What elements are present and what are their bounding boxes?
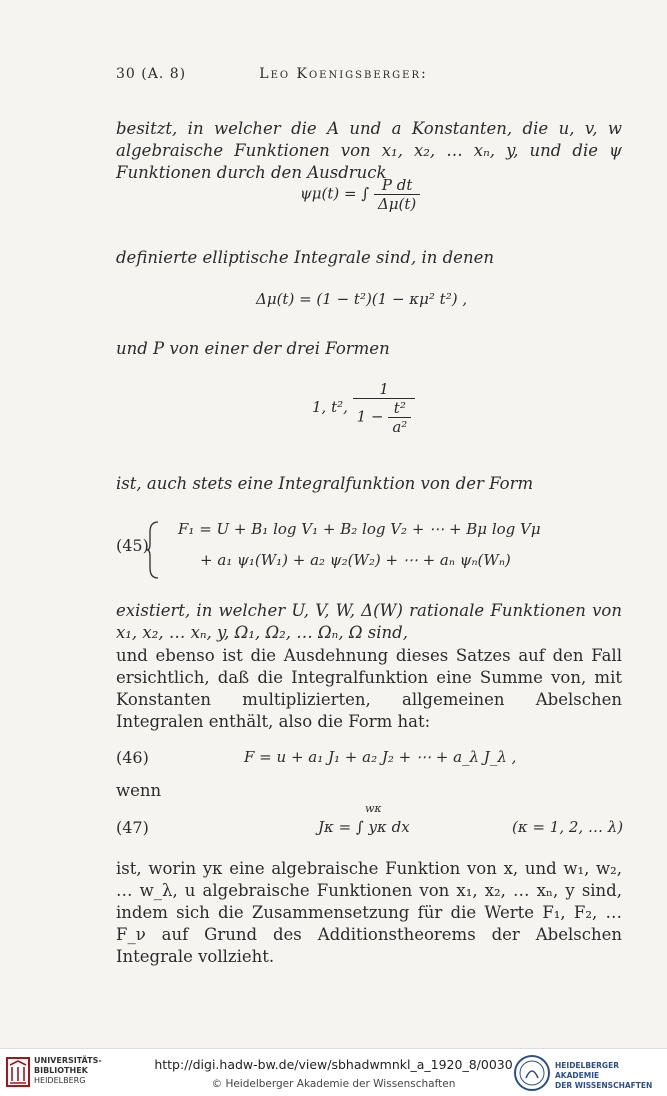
psi-lhs: ψμ(t) = ∫ [300, 184, 370, 203]
forms-fraction [353, 380, 416, 436]
library-line1: UNIVERSITÄTS- [34, 1056, 102, 1065]
academy-line2: DER WISSENSCHAFTEN [555, 1081, 653, 1090]
psi-equation [300, 176, 420, 213]
paragraph-7: wenn [116, 781, 162, 800]
paragraph-4: ist, auch stets eine Integralfunktion von der Form [116, 474, 534, 493]
paragraph-5: existiert, in welcher U, V, W, Δ(W) rationale Funktionen von x₁, x₂, … xₙ, y, Ω₁, Ω₂, … Ωₙ, Ω sind, [116, 601, 622, 642]
viewer-footer [0, 1048, 667, 1096]
eq45-line1: F₁ = U + B₁ log V₁ + B₂ log V₂ + ⋯ + Bμ log Vμ [178, 520, 541, 538]
eq45-label: (45) [116, 536, 149, 555]
forms-prefix: 1, t², [312, 398, 348, 416]
forms-inner-fraction [388, 399, 411, 436]
academy-logo[interactable] [511, 1053, 661, 1093]
paragraph-1: besitzt, in welcher die A und a Konstanten, die u, v, w algebraische Funktionen von x₁, x₂, … xₙ, y, und die ψ Funktionen durch den Ausdruck [116, 119, 622, 182]
academy-emblem-icon [513, 1054, 551, 1092]
permalink-url[interactable]: http://digi.hadw-bw.de/view/sbhadwmnkl_a_1920_8/0030 [154, 1057, 513, 1072]
academy-line1: HEIDELBERGER AKADEMIE [555, 1061, 619, 1080]
library-line2: BIBLIOTHEK [34, 1066, 88, 1075]
eq45-line2: + a₁ ψ₁(W₁) + a₂ ψ₂(W₂) + ⋯ + aₙ ψₙ(Wₙ) [200, 551, 511, 569]
copyright-text: © Heidelberger Akademie der Wissenschaften [211, 1078, 456, 1090]
eq47-label: (47) [116, 818, 149, 837]
psi-numerator: P dt [374, 176, 420, 195]
forms-inner-numerator: t² [388, 399, 411, 418]
eq47-range: (κ = 1, 2, … λ) [512, 818, 624, 836]
paragraph-2: definierte elliptische Integrale sind, in denen [116, 248, 494, 267]
running-title: Leo Koenigsberger: [259, 66, 428, 82]
forms-numerator: 1 [353, 380, 416, 399]
forms-den-prefix: 1 − [356, 407, 384, 426]
paragraph-8: ist, worin yκ eine algebraische Funktion von x, und w₁, w₂, … w_λ, u algebraische Funktionen von x₁, x₂, … xₙ, y sind, indem sich die Zusammensetzung für die Werte F₁, F₂, … F_ν auf Grund des Additionstheorems der Abelschen Integrale vollzieht. [116, 859, 622, 966]
academy-logo-text [555, 1061, 661, 1091]
library-line3: HEIDELBERG [34, 1076, 86, 1085]
paragraph-6: und ebenso ist die Ausdehnung dieses Satzes auf den Fall ersichtlich, daß die Integralfunktion eine Summe von, mit Konstanten multiplizierten, allgemeinen Abelschen Integralen enthält, also die Form hat: [116, 646, 622, 731]
paragraph-3: und P von einer der drei Formen [116, 339, 390, 358]
eq46: F = u + a₁ J₁ + a₂ J₂ + ⋯ + a_λ J_λ , [244, 748, 517, 766]
psi-denominator: Δμ(t) [377, 195, 417, 213]
left-brace [146, 520, 160, 580]
forms-inner-denominator: a² [392, 418, 408, 436]
delta-equation: Δμ(t) = (1 − t²)(1 − κμ² t²) , [256, 290, 468, 308]
page-number: 30 (A. 8) [116, 66, 187, 82]
eq46-label: (46) [116, 748, 149, 767]
forms-equation [312, 380, 415, 436]
psi-fraction [374, 176, 420, 213]
eq47-upper-limit: wκ [365, 802, 382, 815]
eq47: Jκ = ∫ yκ dx [318, 818, 410, 836]
forms-denominator [353, 399, 416, 436]
